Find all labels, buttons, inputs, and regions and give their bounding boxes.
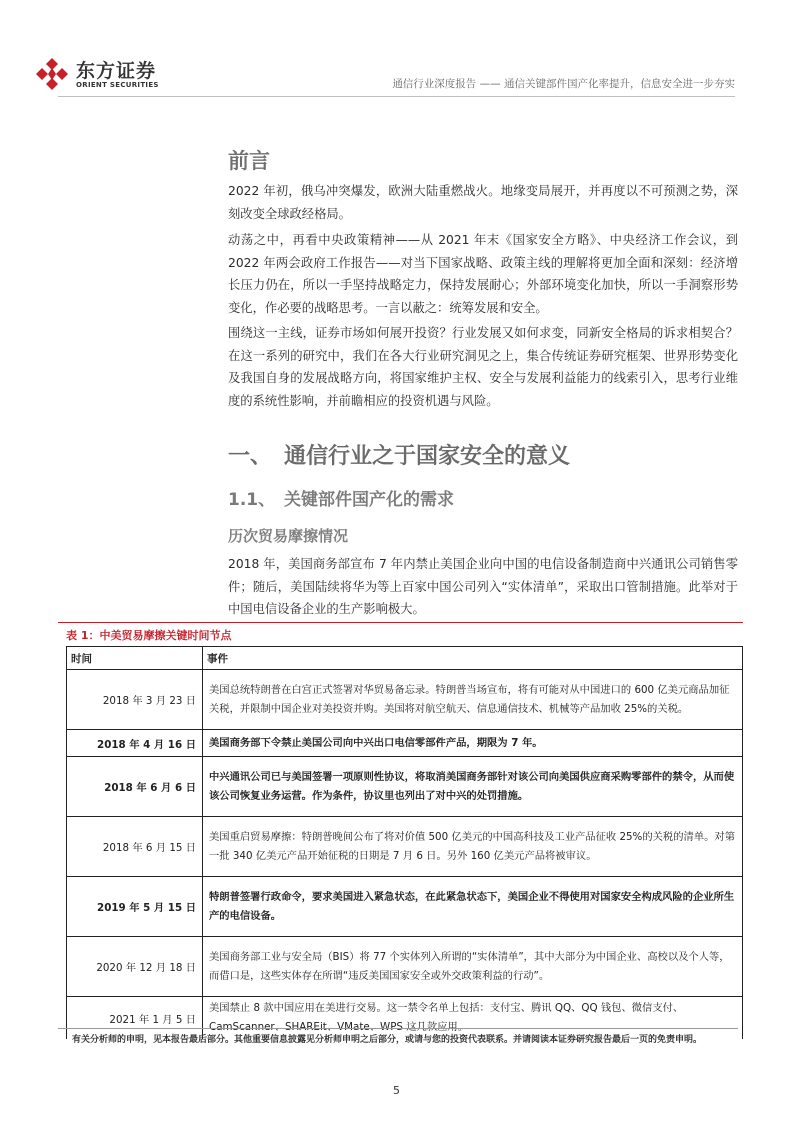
- logo-english-name: ORIENT SECURITIES: [76, 81, 159, 89]
- table-row: [67, 877, 743, 937]
- row-date: 2020 年 12 月 18 日: [67, 937, 203, 997]
- table-caption-rule: [58, 622, 743, 623]
- table-header-row: [67, 647, 743, 670]
- row-date: 2019 年 5 月 15 日: [67, 877, 203, 937]
- section-1-number: 一、: [228, 444, 273, 469]
- company-logo: [34, 54, 184, 94]
- section-1-title: 通信行业之于国家安全的意义: [284, 444, 571, 469]
- trade-friction-table: [66, 646, 743, 1039]
- row-event: 美国商务部工业与安全局（BIS）将 77 个实体列入所谓的“实体清单”，其中大部分为中国企业、高校以及个人等，而借口是，这些实体存在所谓“违反美国国家安全或外交政策利益的行动”。: [203, 937, 743, 997]
- preface-heading: 前言: [228, 149, 270, 173]
- section-1-1-heading: [228, 485, 454, 510]
- row-date: 2018 年 3 月 23 日: [67, 670, 203, 730]
- row-date: 2018 年 6 月 15 日: [67, 817, 203, 877]
- table-row: [67, 730, 743, 757]
- table-header-event: 事件: [203, 647, 743, 670]
- header-divider: [58, 96, 735, 97]
- section-1-1-title: 关键部件国产化的需求: [284, 490, 454, 510]
- table-caption: 表 1：中美贸易摩擦关键时间节点: [66, 629, 232, 642]
- footer-divider: [58, 1028, 738, 1029]
- footer-disclaimer: 有关分析师的申明，见本报告最后部分。其他重要信息披露见分析师申明之后部分，或请与您的投资代表联系。并请阅读本证券研究报告最后一页的免责申明。: [72, 1035, 703, 1045]
- table-header-date: 时间: [67, 647, 203, 670]
- subsection-paragraph: 2018 年，美国商务部宣布 7 年内禁止美国企业向中国的电信设备制造商中兴通讯公司销售零件；随后，美国陆续将华为等上百家中国公司列入“实体清单”，采取出口管制措施。此举对于中国电信设备企业的生产影响极大。: [228, 557, 738, 617]
- table-row: [67, 757, 743, 817]
- row-event: 美国商务部下令禁止美国公司向中兴出口电信零部件产品，期限为 7 年。: [203, 730, 743, 757]
- preface-paragraph-3: 围绕这一主线，证券市场如何展开投资？行业发展又如何求变，同新安全格局的诉求相契合？在这一系列的研究中，我们在各大行业研究洞见之上，集合传统证券研究框架、世界形势变化及我国自身的发展战略方向，将国家维护主权、安全与发展利益能力的线索引入，思考行业维度的系统性影响，并前瞻相应的投资机遇与风险。: [228, 326, 738, 408]
- section-1-heading: [228, 439, 570, 470]
- row-date: 2018 年 6 月 6 日: [67, 757, 203, 817]
- table-row: [67, 817, 743, 877]
- row-date: 2021 年 1 月 5 日: [67, 997, 203, 1040]
- row-event: 美国禁止 8 款中国应用在美进行交易。这一禁令名单上包括：支付宝、腾讯 QQ、QQ 钱包、微信支付、CamScanner、SHAREit、VMate、WPS 这几款应用。: [203, 997, 743, 1040]
- page-number: 5: [393, 1084, 400, 1097]
- section-1-1-number: 1.1、: [228, 490, 276, 510]
- subsection-heading: 历次贸易摩擦情况: [228, 527, 349, 545]
- row-event: 美国总统特朗普在白宫正式签署对华贸易备忘录。特朗普当场宣布，将有可能对从中国进口的 600 亿美元商品加征关税，并限制中国企业对美投资并购。美国将对航空航天、信息通信技术、机械等产品加收 25%的关税。: [203, 670, 743, 730]
- table-row: [67, 937, 743, 997]
- table-row: [67, 670, 743, 730]
- row-event: 美国重启贸易摩擦：特朗普晚间公布了将对价值 500 亿美元的中国高科技及工业产品征收 25%的关税的清单。对第一批 340 亿美元产品开始征税的日期是 7 月 6 日。另外 160 亿美元产品将被审议。: [203, 817, 743, 877]
- logo-chinese-name: 东方证券: [76, 60, 157, 82]
- preface-paragraph-2: 动荡之中，再看中央政策精神——从 2021 年末《国家安全方略》、中央经济工作会议，到 2022 年两会政府工作报告——对当下国家战略、政策主线的理解将更加全面和深刻：经济增长压力仍在，所以一手坚持战略定力，保持发展耐心；外部环境变化加快，所以一手洞察形势变化，作必要的战略思考。一言以蔽之：统筹发展和安全。: [228, 233, 738, 315]
- report-title: 通信行业深度报告 —— 通信关键部件国产化率提升，信息安全进一步夯实: [392, 78, 735, 90]
- orient-logo-icon: [34, 56, 70, 92]
- row-event: 特朗普签署行政命令，要求美国进入紧急状态，在此紧急状态下，美国企业不得使用对国家安全构成风险的企业所生产的电信设备。: [203, 877, 743, 937]
- row-event: 中兴通讯公司已与美国签署一项原则性协议，将取消美国商务部针对该公司向美国供应商采购零部件的禁令，从而使该公司恢复业务运营。作为条件，协议里也列出了对中兴的处罚措施。: [203, 757, 743, 817]
- row-date: 2018 年 4 月 16 日: [67, 730, 203, 757]
- preface-paragraph-1: 2022 年初，俄乌冲突爆发，欧洲大陆重燃战火。地缘变局展开，并再度以不可预测之势，深刻改变全球政经格局。: [228, 184, 738, 221]
